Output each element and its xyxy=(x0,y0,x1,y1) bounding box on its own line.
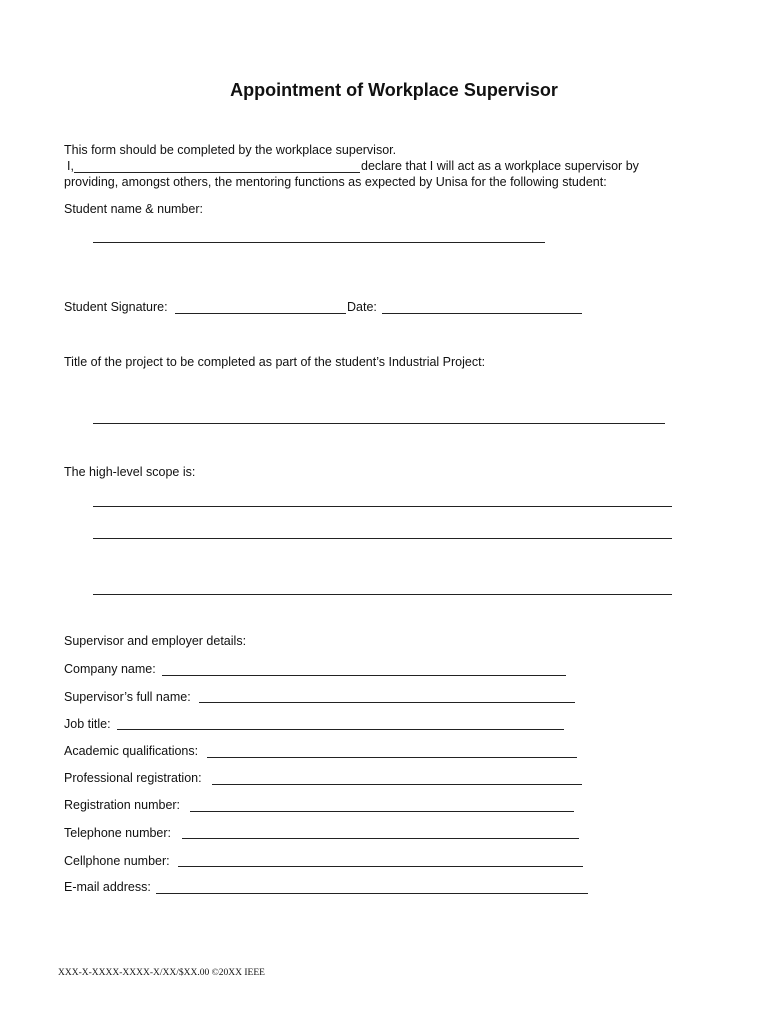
student-name-blank[interactable] xyxy=(93,242,545,243)
scope-blank-1[interactable] xyxy=(93,506,672,507)
job-title-blank[interactable] xyxy=(117,729,564,730)
scope-blank-2[interactable] xyxy=(93,538,672,539)
supervisor-full-name-label: Supervisor’s full name: xyxy=(64,690,191,704)
student-signature-blank[interactable] xyxy=(175,313,346,314)
company-name-label: Company name: xyxy=(64,662,156,676)
registration-number-label: Registration number: xyxy=(64,798,181,812)
supervisor-section-label: Supervisor and employer details: xyxy=(64,634,247,648)
email-address-blank[interactable] xyxy=(156,893,588,894)
academic-qualifications-label: Academic qualifications: xyxy=(64,744,199,758)
project-title-blank[interactable] xyxy=(93,423,665,424)
student-signature-label: Student Signature: xyxy=(64,300,168,314)
telephone-number-blank[interactable] xyxy=(182,838,579,839)
student-name-label: Student name & number: xyxy=(64,202,203,216)
job-title-label: Job title: xyxy=(64,717,111,731)
professional-registration-blank[interactable] xyxy=(212,784,582,785)
company-name-blank[interactable] xyxy=(162,675,566,676)
academic-qualifications-blank[interactable] xyxy=(207,757,577,758)
footer-copyright: XXX-X-XXXX-XXXX-X/XX/$XX.00 ©20XX IEEE xyxy=(58,968,265,978)
scope-label: The high-level scope is: xyxy=(64,465,196,479)
date-label: Date: xyxy=(347,300,377,314)
page-title: Appointment of Workplace Supervisor xyxy=(230,80,558,100)
scope-blank-3[interactable] xyxy=(93,594,672,595)
registration-number-blank[interactable] xyxy=(190,811,574,812)
cellphone-number-label: Cellphone number: xyxy=(64,854,170,868)
supervisor-name-blank[interactable] xyxy=(74,172,360,173)
intro-line-3: providing, amongst others, the mentoring functions as expected by Unisa for the following student: xyxy=(64,175,607,189)
date-blank[interactable] xyxy=(382,313,582,314)
cellphone-number-blank[interactable] xyxy=(178,866,583,867)
supervisor-full-name-blank[interactable] xyxy=(199,702,575,703)
intro-line-1: This form should be completed by the workplace supervisor. xyxy=(64,143,397,157)
professional-registration-label: Professional registration: xyxy=(64,771,202,785)
email-address-label: E-mail address: xyxy=(64,880,151,894)
intro-declare-text: declare that I will act as a workplace supervisor by xyxy=(361,159,639,173)
telephone-number-label: Telephone number: xyxy=(64,826,172,840)
project-title-label: Title of the project to be completed as part of the student’s Industrial Project: xyxy=(64,355,486,369)
intro-i-prefix: I, xyxy=(67,159,74,173)
